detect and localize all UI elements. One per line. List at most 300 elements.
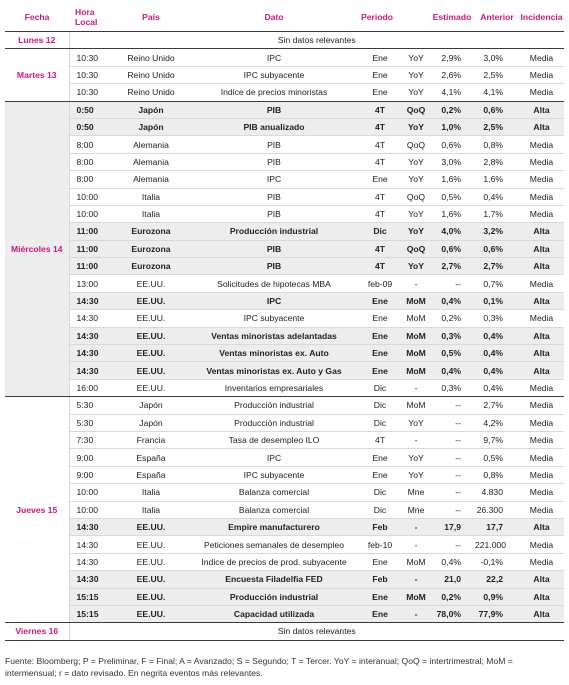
anterior-cell: 0,7% xyxy=(475,275,519,292)
pais-cell: Italia xyxy=(111,484,191,501)
periodo-cell: 4T xyxy=(357,205,403,222)
event-row xyxy=(5,466,564,483)
hora-local-cell: 0:50 xyxy=(69,118,111,135)
pais-cell: EE.UU. xyxy=(111,327,191,344)
calendar-wrapper xyxy=(5,4,564,641)
estimado-cell: 0,5% xyxy=(429,345,475,362)
anterior-cell: 2,5% xyxy=(475,118,519,135)
estimado-cell: 21,0 xyxy=(429,571,475,588)
estimado-cell: -- xyxy=(429,536,475,553)
event-row xyxy=(5,118,564,135)
event-row xyxy=(5,414,564,431)
hora-local-cell: 11:00 xyxy=(69,258,111,275)
pais-cell: EE.UU. xyxy=(111,518,191,535)
periodo-cell: Dic xyxy=(357,501,403,518)
pais-cell: EE.UU. xyxy=(111,275,191,292)
periodo-cell: feb-09 xyxy=(357,275,403,292)
dato-cell: PIB anualizado xyxy=(191,118,357,135)
anterior-cell: 0,6% xyxy=(475,240,519,257)
pais-cell: EE.UU. xyxy=(111,571,191,588)
periodo-cell: 4T xyxy=(357,240,403,257)
pais-cell: Reino Unido xyxy=(111,84,191,101)
tipo-cell: YoY xyxy=(403,66,429,83)
event-row xyxy=(5,240,564,257)
dato-cell: PIB xyxy=(191,101,357,118)
incidencia-cell: Alta xyxy=(519,588,564,605)
periodo-cell: 4T xyxy=(357,188,403,205)
periodo-cell: Dic xyxy=(357,379,403,396)
anterior-cell: 3,0% xyxy=(475,49,519,66)
estimado-cell: 0,2% xyxy=(429,101,475,118)
hora-local-cell: 15:15 xyxy=(69,588,111,605)
estimado-cell: 0,4% xyxy=(429,292,475,309)
anterior-cell: 0,8% xyxy=(475,466,519,483)
dato-cell: IPC subyacente xyxy=(191,310,357,327)
tipo-cell: YoY xyxy=(403,414,429,431)
tipo-cell: MoM xyxy=(403,310,429,327)
event-row xyxy=(5,327,564,344)
tipo-cell: QoQ xyxy=(403,101,429,118)
no-data-note: Sin datos relevantes xyxy=(69,623,564,640)
incidencia-cell: Media xyxy=(519,414,564,431)
header-pais: País xyxy=(111,4,191,32)
incidencia-cell: Media xyxy=(519,66,564,83)
dato-cell: PIB xyxy=(191,205,357,222)
pais-cell: EE.UU. xyxy=(111,292,191,309)
periodo-cell: Ene xyxy=(357,345,403,362)
periodo-cell: Ene xyxy=(357,327,403,344)
incidencia-cell: Media xyxy=(519,205,564,222)
pais-cell: Japón xyxy=(111,397,191,414)
hora-local-cell: 10:30 xyxy=(69,66,111,83)
pais-cell: Eurozona xyxy=(111,258,191,275)
event-row xyxy=(5,101,564,118)
periodo-cell: 4T xyxy=(357,101,403,118)
estimado-cell: 3,0% xyxy=(429,153,475,170)
dato-cell: Peticiones semanales de desempleo xyxy=(191,536,357,553)
tipo-cell: MoM xyxy=(403,292,429,309)
tipo-cell: - xyxy=(403,379,429,396)
anterior-cell: 0,4% xyxy=(475,327,519,344)
event-row xyxy=(5,171,564,188)
anterior-cell: 4.830 xyxy=(475,484,519,501)
incidencia-cell: Media xyxy=(519,84,564,101)
calendar-body xyxy=(5,32,564,641)
event-row xyxy=(5,49,564,66)
dato-cell: Producción industrial xyxy=(191,397,357,414)
estimado-cell: 1,6% xyxy=(429,205,475,222)
periodo-cell: Dic xyxy=(357,397,403,414)
pais-cell: Eurozona xyxy=(111,223,191,240)
dato-cell: Ventas minoristas adelantadas xyxy=(191,327,357,344)
estimado-cell: 17,9 xyxy=(429,518,475,535)
dato-cell: IPC xyxy=(191,292,357,309)
pais-cell: Italia xyxy=(111,205,191,222)
estimado-cell: 0,2% xyxy=(429,588,475,605)
estimado-cell: 1,6% xyxy=(429,171,475,188)
periodo-cell: 4T xyxy=(357,118,403,135)
incidencia-cell: Media xyxy=(519,379,564,396)
tipo-cell: - xyxy=(403,571,429,588)
anterior-cell: 26.300 xyxy=(475,501,519,518)
estimado-cell: -- xyxy=(429,431,475,448)
event-row xyxy=(5,553,564,570)
incidencia-cell: Media xyxy=(519,536,564,553)
event-row xyxy=(5,362,564,379)
estimado-cell: -- xyxy=(429,501,475,518)
dato-cell: PIB xyxy=(191,240,357,257)
event-row xyxy=(5,501,564,518)
tipo-cell: MoM xyxy=(403,588,429,605)
day-row xyxy=(5,623,564,640)
estimado-cell: 0,4% xyxy=(429,553,475,570)
header-periodo: Periodo xyxy=(357,4,403,32)
dato-cell: Balanza comercial xyxy=(191,501,357,518)
hora-local-cell: 8:00 xyxy=(69,153,111,170)
hora-local-cell: 8:00 xyxy=(69,136,111,153)
dato-cell: Producción industrial xyxy=(191,588,357,605)
incidencia-cell: Alta xyxy=(519,345,564,362)
hora-local-cell: 14:30 xyxy=(69,310,111,327)
estimado-cell: 0,3% xyxy=(429,327,475,344)
hora-local-cell: 11:00 xyxy=(69,240,111,257)
header-tipo xyxy=(403,4,429,32)
tipo-cell: MoM xyxy=(403,397,429,414)
no-data-note: Sin datos relevantes xyxy=(69,32,564,49)
periodo-cell: 4T xyxy=(357,431,403,448)
incidencia-cell: Media xyxy=(519,484,564,501)
dato-cell: Ventas minoristas ex. Auto xyxy=(191,345,357,362)
event-row xyxy=(5,449,564,466)
estimado-cell: 0,6% xyxy=(429,136,475,153)
pais-cell: EE.UU. xyxy=(111,536,191,553)
pais-cell: Alemania xyxy=(111,136,191,153)
periodo-cell: Ene xyxy=(357,362,403,379)
estimado-cell: -- xyxy=(429,397,475,414)
anterior-cell: 9,7% xyxy=(475,431,519,448)
tipo-cell: - xyxy=(403,275,429,292)
estimado-cell: 0,6% xyxy=(429,240,475,257)
event-row xyxy=(5,205,564,222)
tipo-cell: YoY xyxy=(403,205,429,222)
incidencia-cell: Alta xyxy=(519,118,564,135)
pais-cell: España xyxy=(111,449,191,466)
pais-cell: Reino Unido xyxy=(111,49,191,66)
anterior-cell: 0,4% xyxy=(475,345,519,362)
hora-local-cell: 9:00 xyxy=(69,466,111,483)
header-fecha: Fecha xyxy=(5,4,69,32)
periodo-cell: Ene xyxy=(357,49,403,66)
pais-cell: EE.UU. xyxy=(111,362,191,379)
incidencia-cell: Alta xyxy=(519,223,564,240)
anterior-cell: -0,1% xyxy=(475,553,519,570)
incidencia-cell: Media xyxy=(519,449,564,466)
tipo-cell: MoM xyxy=(403,345,429,362)
periodo-cell: Ene xyxy=(357,66,403,83)
hora-local-cell: 10:00 xyxy=(69,484,111,501)
dato-cell: Empire manufacturero xyxy=(191,518,357,535)
tipo-cell: YoY xyxy=(403,118,429,135)
incidencia-cell: Media xyxy=(519,49,564,66)
pais-cell: Japón xyxy=(111,414,191,431)
anterior-cell: 0,5% xyxy=(475,449,519,466)
pais-cell: Eurozona xyxy=(111,240,191,257)
footnote: Fuente: Bloomberg; P = Preliminar, F = Final; A = Avanzado; S = Segundo; T = Tercer. YoY = interanual; QoQ = intertrimestral; MoM = intermensual; r = dato revisado. En negrita eventos más relevantes. xyxy=(5,656,513,678)
dato-cell: Producción industrial xyxy=(191,414,357,431)
day-label: Martes 13 xyxy=(5,49,69,101)
tipo-cell: YoY xyxy=(403,84,429,101)
hora-local-cell: 14:30 xyxy=(69,518,111,535)
pais-cell: Reino Unido xyxy=(111,66,191,83)
dato-cell: Ventas minoristas ex. Auto y Gas xyxy=(191,362,357,379)
hora-local-cell: 10:00 xyxy=(69,501,111,518)
tipo-cell: YoY xyxy=(403,49,429,66)
event-row xyxy=(5,571,564,588)
event-row xyxy=(5,345,564,362)
dato-cell: Capacidad utilizada xyxy=(191,605,357,622)
periodo-cell: Ene xyxy=(357,292,403,309)
incidencia-cell: Media xyxy=(519,171,564,188)
incidencia-cell: Media xyxy=(519,275,564,292)
estimado-cell: -- xyxy=(429,466,475,483)
estimado-cell: 0,5% xyxy=(429,188,475,205)
incidencia-cell: Alta xyxy=(519,518,564,535)
incidencia-cell: Alta xyxy=(519,258,564,275)
tipo-cell: YoY xyxy=(403,466,429,483)
dato-cell: PIB xyxy=(191,136,357,153)
anterior-cell: 0,1% xyxy=(475,292,519,309)
dato-cell: Producción industrial xyxy=(191,223,357,240)
anterior-cell: 0,8% xyxy=(475,136,519,153)
anterior-cell: 2,8% xyxy=(475,153,519,170)
incidencia-cell: Media xyxy=(519,553,564,570)
dato-cell: PIB xyxy=(191,153,357,170)
pais-cell: Francia xyxy=(111,431,191,448)
event-row xyxy=(5,66,564,83)
estimado-cell: 1,0% xyxy=(429,118,475,135)
anterior-cell: 22,2 xyxy=(475,571,519,588)
estimado-cell: -- xyxy=(429,449,475,466)
anterior-cell: 3,2% xyxy=(475,223,519,240)
dato-cell: IPC subyacente xyxy=(191,466,357,483)
tipo-cell: Mne xyxy=(403,484,429,501)
incidencia-cell: Alta xyxy=(519,101,564,118)
hora-local-cell: 14:30 xyxy=(69,553,111,570)
hora-local-cell: 10:30 xyxy=(69,84,111,101)
dato-cell: IPC xyxy=(191,49,357,66)
day-label: Jueves 15 xyxy=(5,397,69,623)
header-incidencia: Incidencia xyxy=(519,4,564,32)
hora-local-cell: 5:30 xyxy=(69,397,111,414)
estimado-cell: 2,7% xyxy=(429,258,475,275)
dato-cell: Tasa de desempleo ILO xyxy=(191,431,357,448)
hora-local-cell: 11:00 xyxy=(69,223,111,240)
periodo-cell: Feb xyxy=(357,571,403,588)
estimado-cell: -- xyxy=(429,275,475,292)
pais-cell: Italia xyxy=(111,501,191,518)
anterior-cell: 1,6% xyxy=(475,171,519,188)
incidencia-cell: Media xyxy=(519,397,564,414)
tipo-cell: - xyxy=(403,431,429,448)
tipo-cell: YoY xyxy=(403,153,429,170)
tipo-cell: QoQ xyxy=(403,188,429,205)
pais-cell: Alemania xyxy=(111,153,191,170)
hora-local-cell: 14:30 xyxy=(69,327,111,344)
event-row xyxy=(5,379,564,396)
day-label: Lunes 12 xyxy=(5,32,69,49)
header-hora: Hora Local xyxy=(69,4,111,32)
hora-local-cell: 9:00 xyxy=(69,449,111,466)
periodo-cell: 4T xyxy=(357,136,403,153)
periodo-cell: 4T xyxy=(357,258,403,275)
hora-local-cell: 5:30 xyxy=(69,414,111,431)
periodo-cell: Ene xyxy=(357,171,403,188)
dato-cell: PIB xyxy=(191,188,357,205)
header-anterior: Anterior xyxy=(475,4,519,32)
dato-cell: IPC subyacente xyxy=(191,66,357,83)
pais-cell: Japón xyxy=(111,101,191,118)
estimado-cell: 2,6% xyxy=(429,66,475,83)
day-label: Viernes 16 xyxy=(5,623,69,640)
dato-cell: Encuesta Filadelfia FED xyxy=(191,571,357,588)
pais-cell: EE.UU. xyxy=(111,605,191,622)
incidencia-cell: Alta xyxy=(519,292,564,309)
estimado-cell: 0,4% xyxy=(429,362,475,379)
event-row xyxy=(5,136,564,153)
incidencia-cell: Media xyxy=(519,188,564,205)
hora-local-cell: 10:00 xyxy=(69,205,111,222)
estimado-cell: 4,0% xyxy=(429,223,475,240)
anterior-cell: 0,9% xyxy=(475,588,519,605)
event-row xyxy=(5,153,564,170)
tipo-cell: QoQ xyxy=(403,240,429,257)
estimado-cell: 0,3% xyxy=(429,379,475,396)
day-label: Miércoles 14 xyxy=(5,101,69,397)
tipo-cell: YoY xyxy=(403,258,429,275)
pais-cell: EE.UU. xyxy=(111,553,191,570)
event-row xyxy=(5,275,564,292)
incidencia-cell: Media xyxy=(519,136,564,153)
hora-local-cell: 15:15 xyxy=(69,605,111,622)
tipo-cell: Mne xyxy=(403,501,429,518)
periodo-cell: Ene xyxy=(357,84,403,101)
incidencia-cell: Media xyxy=(519,466,564,483)
periodo-cell: Ene xyxy=(357,449,403,466)
event-row xyxy=(5,397,564,414)
estimado-cell: 78,0% xyxy=(429,605,475,622)
hora-local-cell: 14:30 xyxy=(69,536,111,553)
periodo-cell: Feb xyxy=(357,518,403,535)
event-row xyxy=(5,223,564,240)
anterior-cell: 221.000 xyxy=(475,536,519,553)
hora-local-cell: 7:30 xyxy=(69,431,111,448)
event-row xyxy=(5,84,564,101)
incidencia-cell: Media xyxy=(519,431,564,448)
dato-cell: IPC xyxy=(191,171,357,188)
anterior-cell: 2,7% xyxy=(475,258,519,275)
hora-local-cell: 16:00 xyxy=(69,379,111,396)
estimado-cell: 2,9% xyxy=(429,49,475,66)
incidencia-cell: Alta xyxy=(519,362,564,379)
header-row xyxy=(5,4,564,32)
hora-local-cell: 10:30 xyxy=(69,49,111,66)
event-row xyxy=(5,536,564,553)
estimado-cell: -- xyxy=(429,484,475,501)
dato-cell: Solicitudes de hipotecas MBA xyxy=(191,275,357,292)
dato-cell: Indice de precios de prod. subyacente xyxy=(191,553,357,570)
incidencia-cell: Media xyxy=(519,501,564,518)
anterior-cell: 1,7% xyxy=(475,205,519,222)
hora-local-cell: 8:00 xyxy=(69,171,111,188)
incidencia-cell: Alta xyxy=(519,571,564,588)
anterior-cell: 2,5% xyxy=(475,66,519,83)
periodo-cell: Ene xyxy=(357,605,403,622)
tipo-cell: YoY xyxy=(403,171,429,188)
event-row xyxy=(5,588,564,605)
event-row xyxy=(5,518,564,535)
header-estimado: Estimado xyxy=(429,4,475,32)
hora-local-cell: 14:30 xyxy=(69,571,111,588)
tipo-cell: MoM xyxy=(403,362,429,379)
periodo-cell: Ene xyxy=(357,310,403,327)
tipo-cell: - xyxy=(403,536,429,553)
pais-cell: EE.UU. xyxy=(111,379,191,396)
tipo-cell: YoY xyxy=(403,449,429,466)
dato-cell: Indice de precios minoristas xyxy=(191,84,357,101)
day-row xyxy=(5,32,564,49)
pais-cell: España xyxy=(111,466,191,483)
periodo-cell: Dic xyxy=(357,414,403,431)
pais-cell: Alemania xyxy=(111,171,191,188)
periodo-cell: feb-10 xyxy=(357,536,403,553)
periodo-cell: Ene xyxy=(357,466,403,483)
periodo-cell: Ene xyxy=(357,553,403,570)
event-row xyxy=(5,258,564,275)
dato-cell: IPC xyxy=(191,449,357,466)
periodo-cell: Dic xyxy=(357,223,403,240)
hora-local-cell: 13:00 xyxy=(69,275,111,292)
tipo-cell: QoQ xyxy=(403,136,429,153)
hora-local-cell: 14:30 xyxy=(69,345,111,362)
hora-local-cell: 0:50 xyxy=(69,101,111,118)
anterior-cell: 17,7 xyxy=(475,518,519,535)
event-row xyxy=(5,431,564,448)
anterior-cell: 4,1% xyxy=(475,84,519,101)
anterior-cell: 4,2% xyxy=(475,414,519,431)
incidencia-cell: Alta xyxy=(519,240,564,257)
incidencia-cell: Alta xyxy=(519,605,564,622)
hora-local-cell: 14:30 xyxy=(69,292,111,309)
tipo-cell: YoY xyxy=(403,223,429,240)
dato-cell: PIB xyxy=(191,258,357,275)
estimado-cell: 0,2% xyxy=(429,310,475,327)
anterior-cell: 77,9% xyxy=(475,605,519,622)
estimado-cell: -- xyxy=(429,414,475,431)
event-row xyxy=(5,605,564,622)
anterior-cell: 0,3% xyxy=(475,310,519,327)
incidencia-cell: Media xyxy=(519,310,564,327)
event-row xyxy=(5,292,564,309)
tipo-cell: MoM xyxy=(403,553,429,570)
pais-cell: Italia xyxy=(111,188,191,205)
event-row xyxy=(5,484,564,501)
anterior-cell: 2,7% xyxy=(475,397,519,414)
periodo-cell: 4T xyxy=(357,153,403,170)
dato-cell: Balanza comercial xyxy=(191,484,357,501)
tipo-cell: MoM xyxy=(403,327,429,344)
pais-cell: EE.UU. xyxy=(111,588,191,605)
tipo-cell: - xyxy=(403,518,429,535)
